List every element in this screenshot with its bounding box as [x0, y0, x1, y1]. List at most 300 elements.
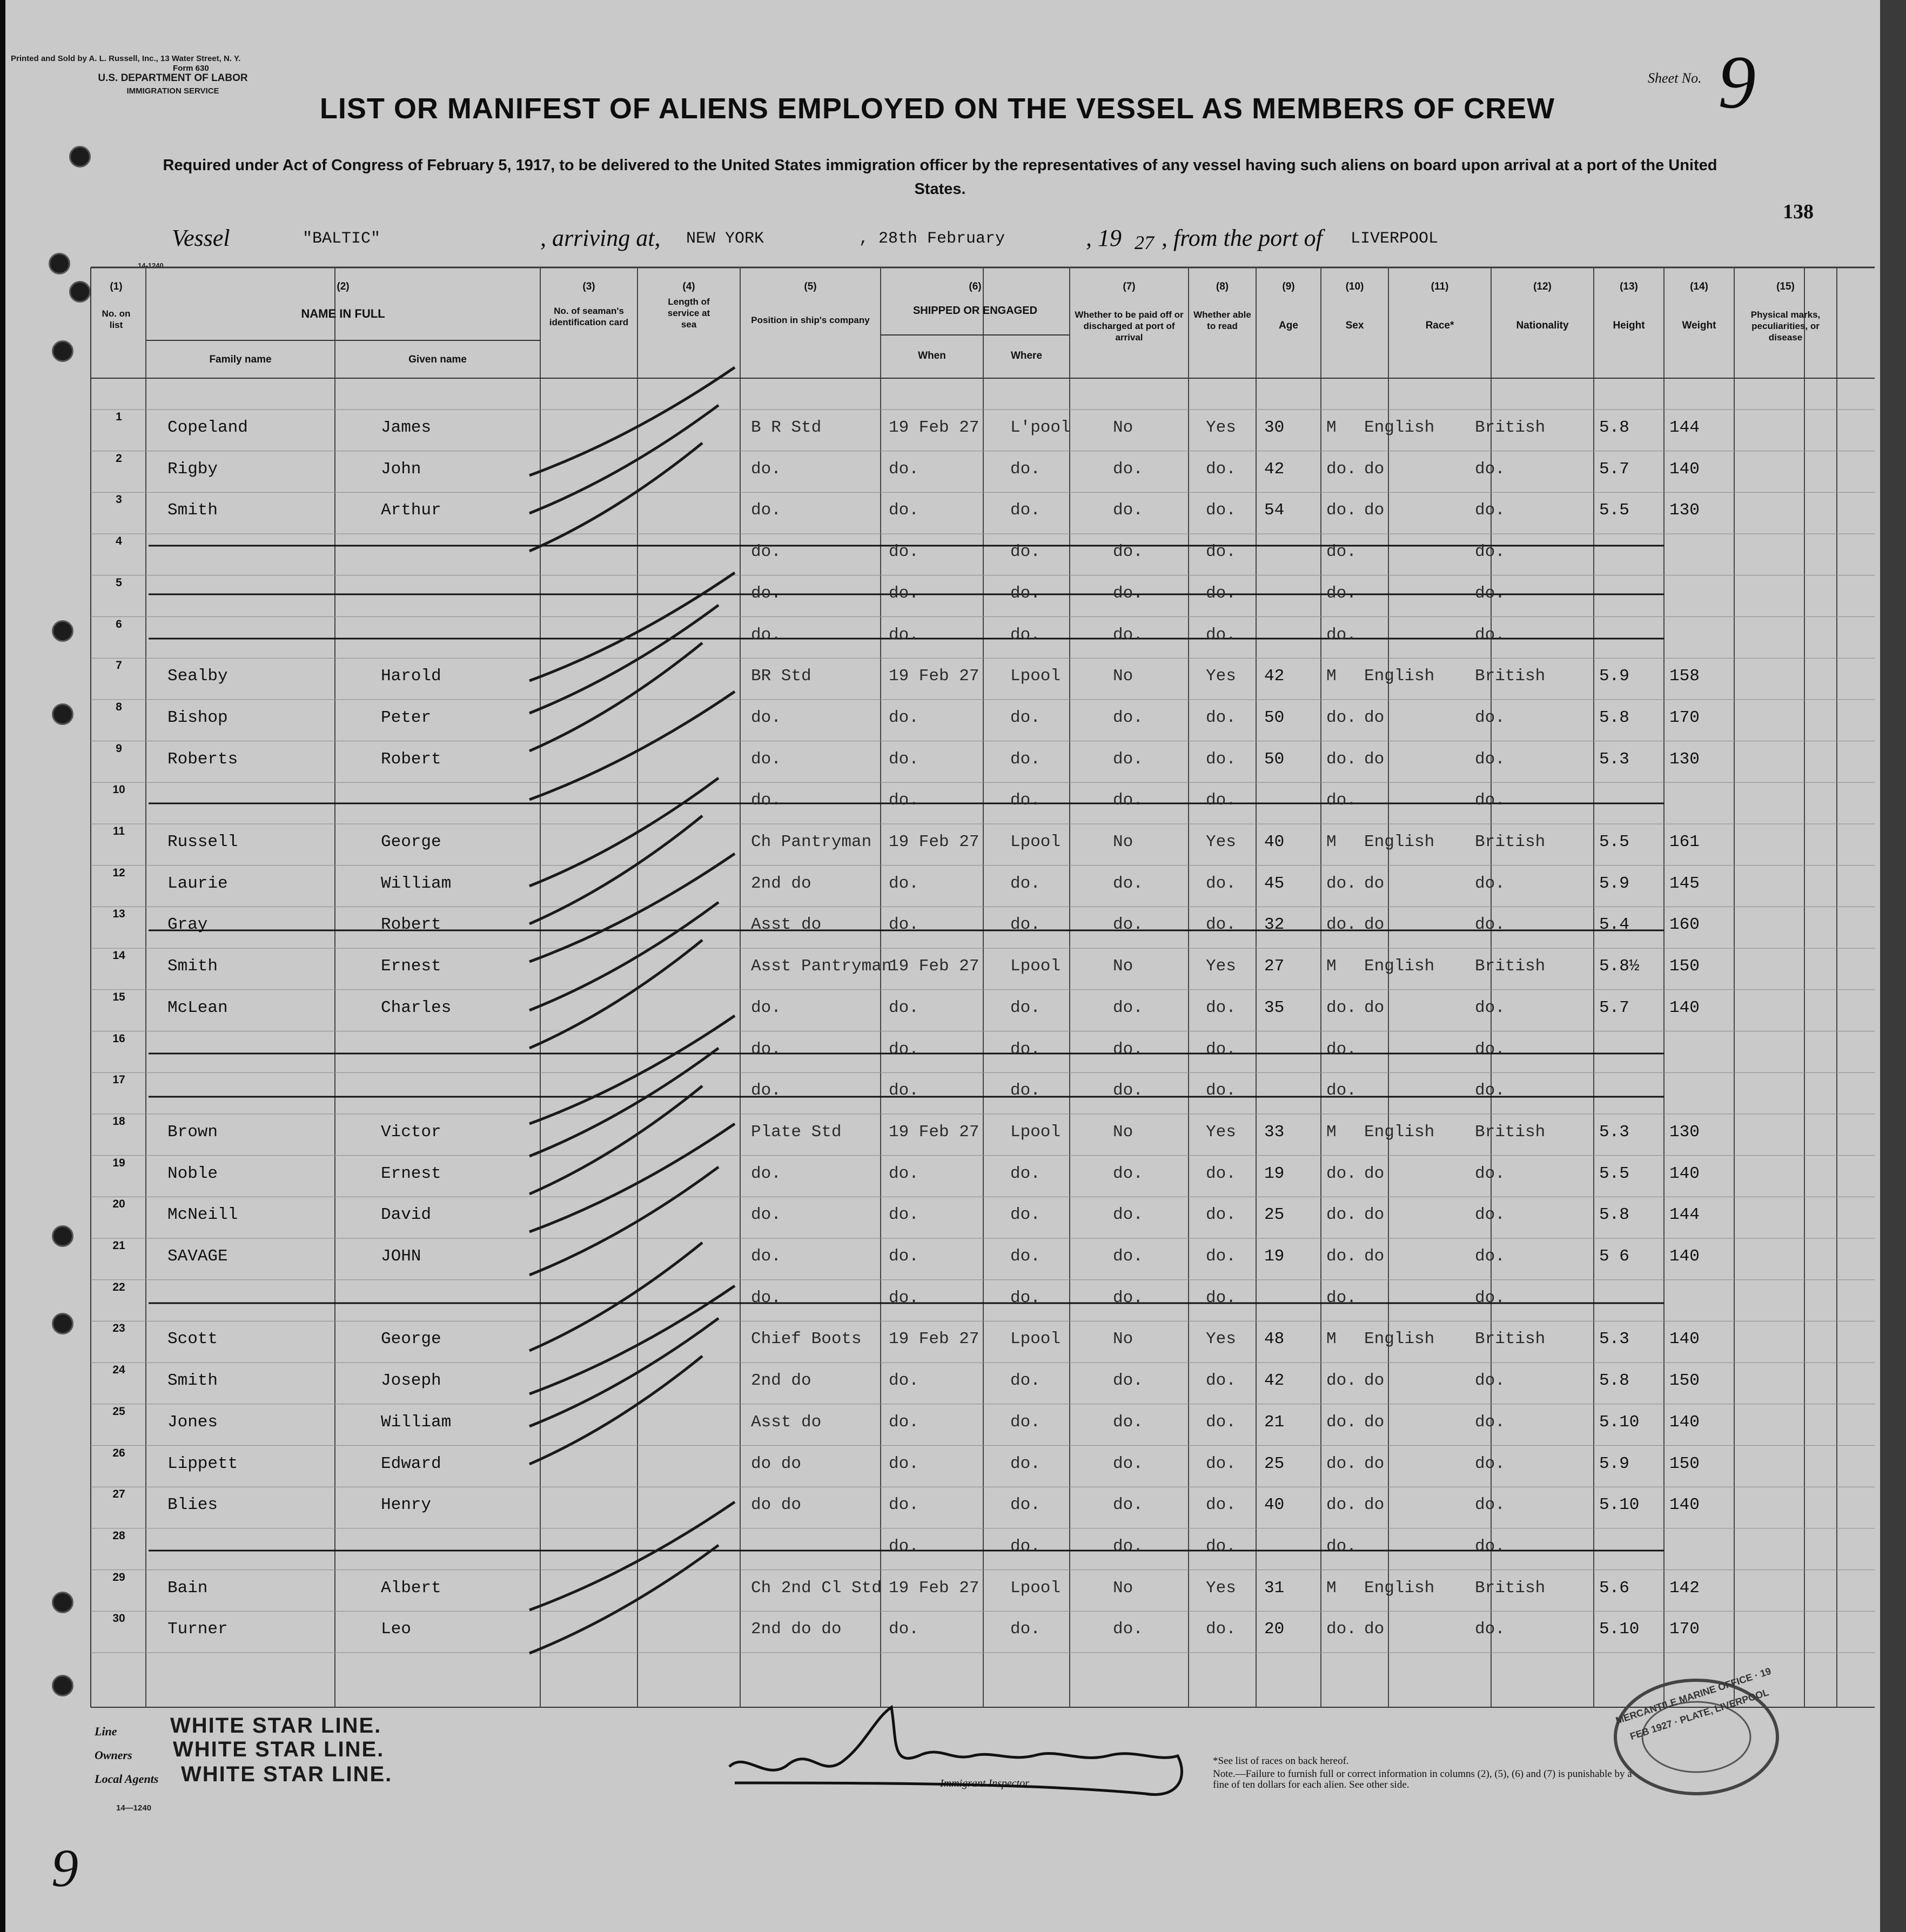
cell-position: do. — [751, 749, 781, 769]
cell-nationality: do. — [1475, 1039, 1505, 1059]
cell-read: do. — [1206, 459, 1236, 479]
col7-label: Whether to be paid off or discharged at port of arrival — [1075, 310, 1184, 343]
form-number: Form 630 — [173, 64, 209, 73]
cell-where: Lpool — [1010, 1330, 1061, 1349]
cell-sex: do. — [1326, 708, 1357, 727]
cell-given: JOHN — [381, 1247, 421, 1266]
row-number: 27 — [112, 1488, 125, 1501]
cell-when: 19 Feb 27 — [889, 1122, 979, 1142]
cell-where: do. — [1010, 542, 1041, 562]
cell-age: 25 — [1264, 1205, 1285, 1225]
cell-paid: do. — [1113, 542, 1143, 562]
cell-age: 32 — [1264, 915, 1285, 935]
row-number: 11 — [112, 825, 125, 837]
cell-age: 33 — [1264, 1122, 1285, 1142]
cell-sex: do. — [1326, 998, 1357, 1017]
arriving-port: NEW YORK — [686, 230, 764, 248]
cell-position: do do — [751, 1454, 802, 1473]
cell-read: do. — [1206, 749, 1236, 769]
cell-age: 25 — [1264, 1454, 1285, 1473]
cell-family: Roberts — [167, 749, 238, 769]
cell-family: Noble — [167, 1164, 218, 1183]
cell-where: do. — [1010, 1039, 1041, 1059]
cell-where: do. — [1010, 1288, 1041, 1307]
cell-when: do. — [889, 1620, 919, 1639]
cell-sex: M — [1326, 1330, 1337, 1349]
cell-when: do. — [889, 915, 919, 935]
row-number: 9 — [116, 742, 122, 755]
cell-height: 5.10 — [1599, 1495, 1640, 1515]
cell-position: do. — [751, 1247, 781, 1266]
cell-read: do. — [1206, 874, 1236, 893]
cell-family: Smith — [167, 957, 218, 976]
cell-race: do — [1364, 749, 1385, 769]
cell-height: 5.5 — [1599, 501, 1629, 520]
cell-family: Rigby — [167, 459, 218, 479]
cell-race: do — [1364, 501, 1385, 520]
col10-label: Sex — [1345, 320, 1364, 331]
col11-num: (11) — [1431, 281, 1449, 292]
cell-race: do — [1364, 874, 1385, 893]
cell-sex: do. — [1326, 542, 1357, 562]
cell-position: Ch Pantryman — [751, 833, 872, 851]
cell-when: 19 Feb 27 — [889, 667, 979, 686]
cell-nationality: do. — [1475, 542, 1505, 562]
cell-paid: do. — [1113, 1081, 1143, 1101]
cell-height: 5.9 — [1599, 1454, 1629, 1473]
cell-position: 2nd do do — [751, 1620, 842, 1639]
cell-family: Scott — [167, 1330, 218, 1349]
inspector-label: Immigrant Inspector. — [940, 1777, 1031, 1789]
cell-family: SAVAGE — [167, 1247, 228, 1266]
cell-when: do. — [889, 459, 919, 479]
row-number: 5 — [116, 576, 122, 589]
cell-given: William — [381, 1412, 452, 1432]
row-number: 29 — [112, 1571, 125, 1584]
cell-age: 54 — [1264, 501, 1285, 520]
cell-paid: do. — [1113, 501, 1143, 520]
cell-race: English — [1364, 1578, 1435, 1598]
cell-sex: do. — [1326, 1288, 1357, 1307]
cell-weight: 150 — [1669, 1454, 1700, 1473]
row-number: 26 — [112, 1446, 125, 1459]
cell-read: do. — [1206, 708, 1236, 727]
form-code-top: 14-1240 — [138, 261, 164, 270]
cell-sex: M — [1326, 833, 1337, 851]
cell-where: do. — [1010, 1164, 1041, 1183]
cell-sex: M — [1326, 667, 1337, 686]
cell-height: 5.8 — [1599, 1205, 1629, 1225]
cell-family: McNeill — [167, 1205, 238, 1225]
cell-paid: do. — [1113, 1371, 1143, 1391]
cell-height: 5.5 — [1599, 1164, 1629, 1183]
cell-weight: 158 — [1669, 667, 1700, 686]
cell-position: do. — [751, 708, 781, 727]
cell-weight: 130 — [1669, 749, 1700, 769]
cell-when: do. — [889, 708, 919, 727]
col11-label: Race* — [1425, 320, 1454, 331]
cell-weight: 144 — [1669, 418, 1700, 437]
cell-paid: do. — [1113, 915, 1143, 935]
cell-paid: do. — [1113, 749, 1143, 769]
cell-sex: do. — [1326, 1454, 1357, 1473]
cell-read: do. — [1206, 1371, 1236, 1391]
cell-paid: do. — [1113, 1247, 1143, 1266]
cell-nationality: British — [1475, 1122, 1546, 1142]
cell-position: B R Std — [751, 418, 822, 437]
cell-family: Blies — [167, 1495, 218, 1515]
cell-nationality: do. — [1475, 1620, 1505, 1639]
cell-height: 5.8 — [1599, 418, 1629, 437]
cell-position: Plate Std — [751, 1122, 842, 1142]
cell-height: 5.6 — [1599, 1578, 1629, 1598]
cell-sex: M — [1326, 1578, 1337, 1598]
cell-sex: do. — [1326, 749, 1357, 769]
row-number: 6 — [116, 618, 122, 630]
cell-when: 19 Feb 27 — [889, 1578, 979, 1598]
col1-label: No. on list — [102, 308, 131, 330]
cell-when: do. — [889, 749, 919, 769]
cell-where: do. — [1010, 749, 1041, 769]
cell-height: 5 6 — [1599, 1247, 1629, 1266]
cell-position: do. — [751, 459, 781, 479]
cell-height: 5.9 — [1599, 667, 1629, 686]
cell-race: English — [1364, 957, 1435, 976]
form-code-bottom: 14—1240 — [116, 1803, 152, 1813]
cell-nationality: do. — [1475, 1205, 1505, 1225]
cell-where: do. — [1010, 1247, 1041, 1266]
cell-sex: do. — [1326, 791, 1357, 810]
col10-num: (10) — [1345, 281, 1364, 292]
cell-weight: 170 — [1669, 1620, 1700, 1639]
cell-given: George — [381, 833, 441, 851]
row-number: 13 — [112, 908, 125, 921]
cell-weight: 160 — [1669, 915, 1700, 935]
cell-family: Brown — [167, 1122, 218, 1142]
sheet-label: Sheet No. — [1648, 70, 1702, 86]
row-number: 10 — [112, 783, 125, 796]
cell-race: English — [1364, 1330, 1435, 1349]
cell-age: 19 — [1264, 1164, 1285, 1183]
cell-when: 19 Feb 27 — [889, 418, 979, 437]
cell-when: do. — [889, 998, 919, 1017]
cell-sex: do. — [1326, 459, 1357, 479]
cell-when: do. — [889, 583, 919, 603]
cell-race: do — [1364, 1247, 1385, 1266]
cell-height: 5.3 — [1599, 749, 1629, 769]
cell-weight: 130 — [1669, 1122, 1700, 1142]
row-number: 7 — [116, 659, 122, 672]
cell-read: do. — [1206, 501, 1236, 520]
cell-height: 5.7 — [1599, 459, 1629, 479]
cell-age: 50 — [1264, 749, 1285, 769]
cell-nationality: do. — [1475, 708, 1505, 727]
cell-height: 5.3 — [1599, 1122, 1629, 1142]
cell-family: Smith — [167, 1371, 218, 1391]
cell-given: Robert — [381, 749, 441, 769]
cell-family: Russell — [167, 833, 238, 851]
cell-family: Bain — [167, 1578, 208, 1598]
cell-age: 30 — [1264, 418, 1285, 437]
cell-age: 48 — [1264, 1330, 1285, 1349]
cell-read: Yes — [1206, 1578, 1236, 1598]
cell-nationality: do. — [1475, 501, 1505, 520]
cell-when: do. — [889, 1537, 919, 1556]
col9-num: (9) — [1282, 281, 1295, 292]
department-name: U.S. DEPARTMENT OF LABOR — [98, 72, 248, 84]
cell-position: do. — [751, 501, 781, 520]
cell-read: do. — [1206, 542, 1236, 562]
cell-given: Harold — [381, 667, 441, 686]
cell-race: do — [1364, 1620, 1385, 1639]
from-label: , from the port of — [1162, 225, 1323, 251]
cell-sex: do. — [1326, 1081, 1357, 1101]
cell-read: Yes — [1206, 833, 1236, 851]
col5-num: (5) — [804, 281, 817, 292]
cell-weight: 140 — [1669, 1495, 1700, 1515]
cell-age: 42 — [1264, 1371, 1285, 1391]
row-number: 22 — [112, 1280, 125, 1293]
cell-paid: do. — [1113, 583, 1143, 603]
cell-read: do. — [1206, 1537, 1236, 1556]
cell-read: do. — [1206, 1039, 1236, 1059]
cell-where: do. — [1010, 1454, 1041, 1473]
cell-given: James — [381, 418, 432, 437]
cell-paid: No — [1113, 667, 1133, 686]
cell-sex: M — [1326, 1122, 1337, 1142]
cell-age: 42 — [1264, 459, 1285, 479]
cell-when: do. — [889, 1039, 919, 1059]
agents-label: Local Agents — [95, 1772, 159, 1786]
cell-paid: do. — [1113, 1288, 1143, 1307]
cell-nationality: British — [1475, 418, 1546, 437]
cell-age: 35 — [1264, 998, 1285, 1017]
cell-when: do. — [889, 1164, 919, 1183]
cell-race: do — [1364, 708, 1385, 727]
row-number: 3 — [116, 493, 122, 506]
cell-family: Smith — [167, 501, 218, 520]
cell-read: do. — [1206, 1620, 1236, 1639]
cell-where: Lpool — [1010, 833, 1061, 851]
cell-nationality: British — [1475, 667, 1546, 686]
cell-when: do. — [889, 1081, 919, 1101]
cell-position: do. — [751, 998, 781, 1017]
cell-where: L'pool — [1010, 418, 1071, 437]
cell-family: Jones — [167, 1412, 218, 1432]
cell-when: 19 Feb 27 — [889, 833, 979, 851]
cell-race: do — [1364, 1412, 1385, 1432]
cell-sex: do. — [1326, 1412, 1357, 1432]
when-label: When — [918, 350, 946, 361]
cell-age: 20 — [1264, 1620, 1285, 1639]
races-note: *See list of races on back hereof. — [1213, 1755, 1349, 1767]
cell-family: Sealby — [167, 667, 228, 686]
col13-label: Height — [1613, 320, 1645, 331]
line-stamp: WHITE STAR LINE. — [170, 1714, 382, 1738]
col3-label: No. of seaman's identification card — [549, 306, 629, 327]
col6-num: (6) — [969, 281, 982, 292]
cell-read: Yes — [1206, 957, 1236, 976]
cell-nationality: do. — [1475, 791, 1505, 810]
cell-where: do. — [1010, 708, 1041, 727]
arrival-date: , 28th February — [859, 230, 1005, 248]
cell-sex: do. — [1326, 1620, 1357, 1639]
cell-where: do. — [1010, 1495, 1041, 1515]
col2-label: NAME IN FULL — [301, 307, 385, 320]
col15-label: Physical marks, peculiarities, or disease — [1750, 310, 1821, 343]
cell-paid: No — [1113, 1122, 1133, 1142]
given-name-label: Given name — [408, 354, 467, 365]
cell-height: 5.5 — [1599, 833, 1629, 851]
cell-family: Turner — [167, 1620, 228, 1639]
cell-weight: 144 — [1669, 1205, 1700, 1225]
cell-when: do. — [889, 1288, 919, 1307]
cell-paid: do. — [1113, 791, 1143, 810]
cell-nationality: do. — [1475, 625, 1505, 645]
family-name-label: Family name — [209, 354, 272, 365]
row-number: 24 — [112, 1364, 125, 1377]
cell-paid: No — [1113, 957, 1133, 976]
cell-nationality: British — [1475, 833, 1546, 851]
cell-height: 5.7 — [1599, 998, 1629, 1017]
cell-race: do — [1364, 915, 1385, 935]
cell-nationality: do. — [1475, 1454, 1505, 1473]
cell-paid: No — [1113, 833, 1133, 851]
cell-given: William — [381, 874, 452, 893]
cell-weight: 140 — [1669, 459, 1700, 479]
row-number: 1 — [116, 411, 122, 423]
cell-read: do. — [1206, 791, 1236, 810]
cell-nationality: do. — [1475, 874, 1505, 893]
cell-where: do. — [1010, 501, 1041, 520]
cell-where: do. — [1010, 1081, 1041, 1101]
cell-nationality: do. — [1475, 1247, 1505, 1266]
owners-label: Owners — [95, 1748, 132, 1762]
cell-nationality: do. — [1475, 1288, 1505, 1307]
row-number: 21 — [112, 1239, 125, 1252]
row-number: 2 — [116, 452, 122, 465]
cell-position: Asst do — [751, 1412, 822, 1432]
cell-given: George — [381, 1330, 441, 1349]
cell-where: do. — [1010, 998, 1041, 1017]
cell-sex: do. — [1326, 1205, 1357, 1225]
row-number: 19 — [112, 1156, 125, 1169]
row-number: 14 — [112, 949, 125, 962]
cell-sex: M — [1326, 418, 1337, 437]
cell-nationality: do. — [1475, 583, 1505, 603]
cell-sex: do. — [1326, 874, 1357, 893]
cell-where: do. — [1010, 1537, 1041, 1556]
cell-nationality: British — [1475, 1330, 1546, 1349]
printer-imprint: Printed and Sold by A. L. Russell, Inc., 13 Water Street, N. Y. — [11, 54, 241, 63]
cell-sex: do. — [1326, 1247, 1357, 1266]
cell-where: Lpool — [1010, 1122, 1061, 1142]
cell-read: do. — [1206, 625, 1236, 645]
cell-position: do. — [751, 1205, 781, 1225]
vessel-name: "BALTIC" — [303, 230, 381, 248]
cell-paid: do. — [1113, 459, 1143, 479]
cell-position: do. — [751, 791, 781, 810]
cell-race: do — [1364, 1205, 1385, 1225]
cell-race: do — [1364, 1371, 1385, 1391]
row-number: 20 — [112, 1198, 125, 1211]
from-port: LIVERPOOL — [1351, 230, 1439, 248]
cell-height: 5.10 — [1599, 1412, 1640, 1432]
cell-weight: 145 — [1669, 874, 1700, 893]
col12-num: (12) — [1533, 281, 1552, 292]
cell-nationality: do. — [1475, 1164, 1505, 1183]
agents-stamp: WHITE STAR LINE. — [181, 1762, 393, 1786]
cell-paid: do. — [1113, 625, 1143, 645]
cell-when: do. — [889, 1495, 919, 1515]
cell-weight: 150 — [1669, 957, 1700, 976]
row-number: 12 — [112, 866, 125, 879]
cell-read: do. — [1206, 1164, 1236, 1183]
cell-nationality: do. — [1475, 459, 1505, 479]
cell-nationality: do. — [1475, 1371, 1505, 1391]
cell-race: English — [1364, 1122, 1435, 1142]
cell-age: 19 — [1264, 1247, 1285, 1266]
cell-weight: 161 — [1669, 833, 1700, 851]
cell-read: do. — [1206, 915, 1236, 935]
cell-read: do. — [1206, 1412, 1236, 1432]
cell-read: Yes — [1206, 667, 1236, 686]
col12-label: Nationality — [1516, 320, 1569, 331]
col6-label: SHIPPED OR ENGAGED — [912, 305, 1038, 317]
cell-paid: do. — [1113, 998, 1143, 1017]
cell-age: 27 — [1264, 957, 1285, 976]
cell-sex: do. — [1326, 1164, 1357, 1183]
cell-when: do. — [889, 501, 919, 520]
cell-age: 45 — [1264, 874, 1285, 893]
cell-sex: do. — [1326, 583, 1357, 603]
owners-stamp: WHITE STAR LINE. — [173, 1738, 385, 1761]
row-number: 4 — [116, 535, 122, 548]
cell-given: Henry — [381, 1495, 432, 1515]
cell-where: Lpool — [1010, 957, 1061, 976]
cell-height: 5.8 — [1599, 1371, 1629, 1391]
cell-when: do. — [889, 625, 919, 645]
cell-when: 19 Feb 27 — [889, 1330, 979, 1349]
cell-weight: 150 — [1669, 1371, 1700, 1391]
service-name: IMMIGRATION SERVICE — [126, 86, 219, 96]
penalty-note: Note.—Failure to furnish full or correct information in columns (2), (5), (6) and (7) is punishable by a fine of ten dollars for each alien. See other side. — [1213, 1768, 1632, 1790]
cell-height: 5.8 — [1599, 708, 1629, 727]
cell-position: do. — [751, 625, 781, 645]
cell-where: do. — [1010, 791, 1041, 810]
cell-height: 5.4 — [1599, 915, 1629, 935]
page-subtitle: Required under Act of Congress of February 5, 1917, to be delivered to the United States immigration officer by the representatives of any vessel having such aliens on board upon arrival at a port of the United States. — [163, 157, 1717, 198]
cell-given: Robert — [381, 915, 441, 935]
cell-paid: No — [1113, 418, 1133, 437]
cell-paid: do. — [1113, 1537, 1143, 1556]
cell-position: do. — [751, 1081, 781, 1101]
row-number: 30 — [112, 1612, 125, 1625]
col2-num: (2) — [337, 281, 350, 292]
cell-weight: 140 — [1669, 1330, 1700, 1349]
cell-read: do. — [1206, 583, 1236, 603]
cell-position: do. — [751, 1288, 781, 1307]
cell-position: do. — [751, 1164, 781, 1183]
cell-paid: do. — [1113, 1039, 1143, 1059]
cell-given: Arthur — [381, 501, 441, 520]
cell-family: McLean — [167, 998, 228, 1017]
cell-paid: do. — [1113, 708, 1143, 727]
cell-position: do. — [751, 542, 781, 562]
cell-given: Leo — [381, 1620, 411, 1639]
cell-read: do. — [1206, 998, 1236, 1017]
col15-num: (15) — [1776, 281, 1795, 292]
